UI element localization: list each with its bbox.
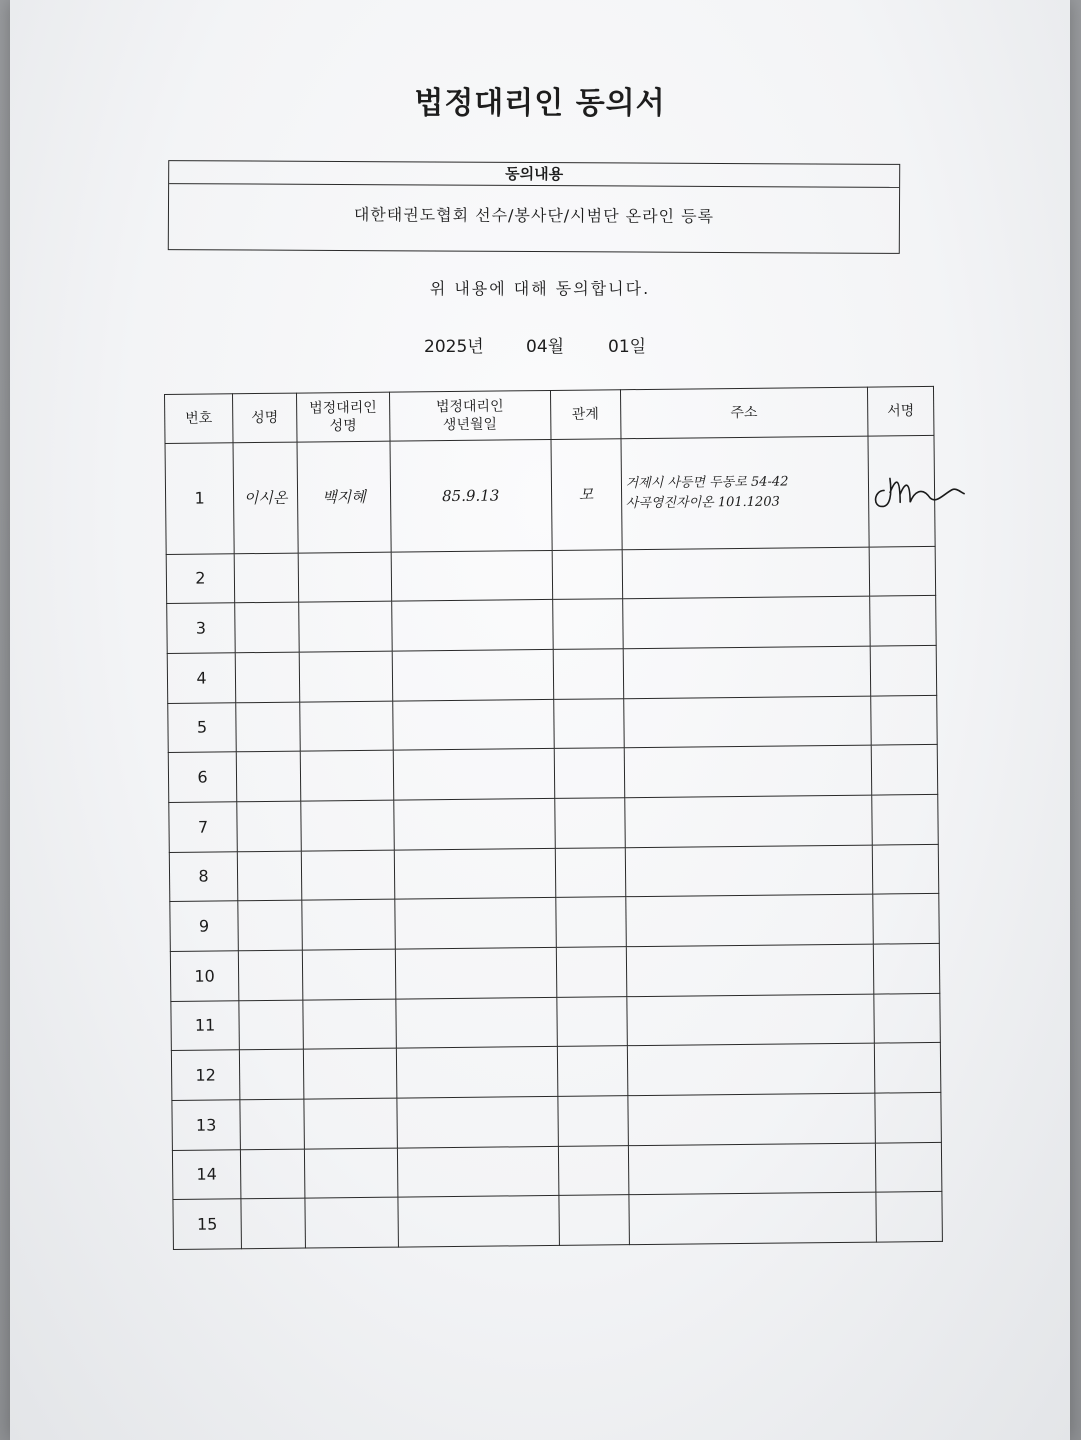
cell-no: 8: [169, 851, 238, 901]
cell-guardian-dob: [395, 898, 556, 949]
cell-no: 12: [171, 1050, 240, 1100]
cell-signature: [872, 794, 939, 844]
cell-guardian-name: [301, 850, 394, 901]
cell-guardian-dob: [398, 1196, 559, 1248]
header-address: 주소: [620, 387, 868, 439]
cell-name: [234, 553, 298, 603]
table-row: [172, 1142, 941, 1200]
cell-name: [235, 602, 299, 652]
cell-no: 14: [172, 1149, 241, 1199]
cell-guardian-dob: [391, 600, 552, 651]
cell-relation: [555, 847, 626, 897]
cell-guardian-dob: [392, 649, 553, 700]
cell-signature: [873, 943, 940, 993]
cell-no: 6: [168, 752, 237, 802]
cell-relation: [554, 748, 625, 798]
cell-no: 3: [167, 603, 236, 653]
cell-no: 7: [169, 802, 238, 852]
cell-guardian-name: [302, 949, 395, 1000]
cell-name: [241, 1198, 305, 1249]
cell-address: [623, 696, 871, 748]
date-month: 04월: [526, 337, 565, 357]
table-row: [171, 993, 940, 1051]
cell-name: [239, 1049, 303, 1099]
cell-address: [621, 436, 870, 549]
date-day: 01일: [608, 337, 647, 357]
cell-relation: [557, 1046, 628, 1096]
cell-name: [236, 702, 300, 752]
document-page: [10, 0, 1070, 1440]
table-row: [170, 894, 939, 952]
cell-no: 9: [170, 901, 239, 951]
cell-address: [627, 1043, 875, 1095]
cell-signature: [870, 645, 937, 695]
table-row: [170, 943, 939, 1001]
roster-table-wrapper: [164, 386, 943, 1250]
cell-guardian-name: [299, 651, 392, 702]
cell-signature: [869, 546, 936, 596]
cell-guardian-name: [305, 1197, 398, 1248]
consent-header: 동의내용: [169, 161, 899, 188]
cell-guardian-dob: [396, 1047, 557, 1098]
cell-no: 13: [172, 1100, 241, 1150]
cell-address: [624, 745, 872, 797]
table-row: [167, 645, 936, 703]
cell-signature: [868, 435, 935, 546]
cell-no: 15: [173, 1199, 242, 1250]
cell-name: [240, 1099, 304, 1149]
cell-relation: [557, 1096, 628, 1146]
cell-guardian-name: [300, 750, 393, 801]
cell-guardian-dob: [393, 798, 554, 849]
cell-guardian-name: [298, 552, 391, 603]
cell-relation: [554, 798, 625, 848]
cell-name: [237, 851, 301, 901]
cell-no: 1: [165, 443, 234, 554]
table-row: [168, 695, 937, 753]
header-guardian-dob: 법정대리인 생년월일: [389, 390, 550, 441]
cell-guardian-dob: [393, 749, 554, 800]
table-header-row: [165, 386, 934, 443]
cell-address: [625, 845, 873, 897]
cell-guardian-dob: [394, 848, 555, 899]
cell-signature: [871, 695, 938, 745]
cell-relation: [556, 996, 627, 1046]
cell-guardian-dob: [395, 947, 556, 998]
table-row: [169, 844, 938, 902]
header-signature: 서명: [867, 386, 934, 436]
cell-name: 이시온: [233, 442, 298, 553]
table-row: [171, 1043, 940, 1101]
cell-no: 5: [168, 702, 237, 752]
cell-guardian-dob: [391, 550, 552, 601]
cell-address: [626, 994, 874, 1046]
consent-content-box: [168, 160, 900, 254]
handwritten-signature: [870, 467, 966, 514]
cell-address: [625, 894, 873, 946]
cell-guardian-name: [304, 1148, 397, 1199]
cell-address: [629, 1192, 877, 1244]
table-row: [173, 1192, 942, 1250]
cell-address: [628, 1143, 876, 1195]
cell-address: [623, 646, 871, 698]
cell-relation: [555, 897, 626, 947]
cell-relation: [553, 649, 624, 699]
cell-relation: [552, 549, 623, 599]
cell-name: [238, 900, 302, 950]
cell-guardian-dob: [397, 1096, 558, 1147]
agreement-statement: 위 내용에 대해 동의합니다.: [429, 279, 651, 298]
cell-relation: 모: [550, 439, 621, 550]
cell-signature: [874, 993, 941, 1043]
cell-guardian-name: [299, 601, 392, 652]
cell-no: 11: [171, 1000, 240, 1050]
cell-signature: [875, 1142, 942, 1192]
cell-guardian-name: [303, 999, 396, 1050]
cell-guardian-dob: [397, 1146, 558, 1197]
cell-name: [237, 801, 301, 851]
cell-signature: [875, 1092, 942, 1142]
table-row: [169, 794, 938, 852]
cell-name: [239, 1000, 303, 1050]
cell-relation: [556, 947, 627, 997]
cell-no: 2: [166, 553, 235, 603]
cell-signature: [876, 1192, 943, 1243]
cell-signature: [870, 596, 937, 646]
table-row: [168, 745, 937, 803]
cell-name: [240, 1149, 304, 1199]
document-title: 법정대리인 동의서: [414, 86, 666, 121]
table-row: [166, 546, 935, 604]
roster-table: [164, 386, 943, 1250]
cell-no: 10: [170, 951, 239, 1001]
header-no: 번호: [165, 394, 234, 444]
cell-relation: [558, 1195, 629, 1246]
cell-relation: [553, 698, 624, 748]
consent-body: 대한태권도협회 선수/봉사단/시범단 온라인 등록: [353, 205, 715, 226]
cell-guardian-name: [301, 800, 394, 851]
cell-guardian-name: [300, 701, 393, 752]
cell-address: [622, 596, 870, 648]
cell-signature: [872, 844, 939, 894]
cell-signature: [871, 745, 938, 795]
cell-relation: [558, 1145, 629, 1195]
address-line: 거제시 사등면 두동로 54-42: [625, 474, 789, 491]
cell-name: [236, 751, 300, 801]
date-year: 2025년: [424, 337, 484, 357]
cell-guardian-dob: 85.9.13: [390, 439, 552, 551]
cell-name: [238, 950, 302, 1000]
header-name: 성명: [233, 393, 297, 443]
address-line: 사곡영진자이온 101.1203: [625, 494, 780, 511]
header-guardian-name: 법정대리인 성명: [296, 392, 389, 442]
cell-no: 4: [167, 653, 236, 703]
cell-guardian-name: [304, 1098, 397, 1149]
header-relation: 관계: [550, 390, 621, 440]
cell-address: [627, 1093, 875, 1145]
cell-address: [622, 547, 870, 599]
cell-guardian-name: 백지혜: [297, 441, 391, 553]
cell-name: [235, 652, 299, 702]
cell-address: [626, 944, 874, 996]
cell-guardian-name: [303, 1048, 396, 1099]
cell-signature: [874, 1043, 941, 1093]
cell-guardian-name: [302, 899, 395, 950]
table-row: [172, 1092, 941, 1150]
cell-relation: [552, 599, 623, 649]
cell-guardian-dob: [392, 699, 553, 750]
table-row: [167, 596, 936, 654]
cell-guardian-dob: [396, 997, 557, 1048]
cell-address: [624, 795, 872, 847]
cell-signature: [873, 894, 940, 944]
table-row: [165, 435, 935, 554]
